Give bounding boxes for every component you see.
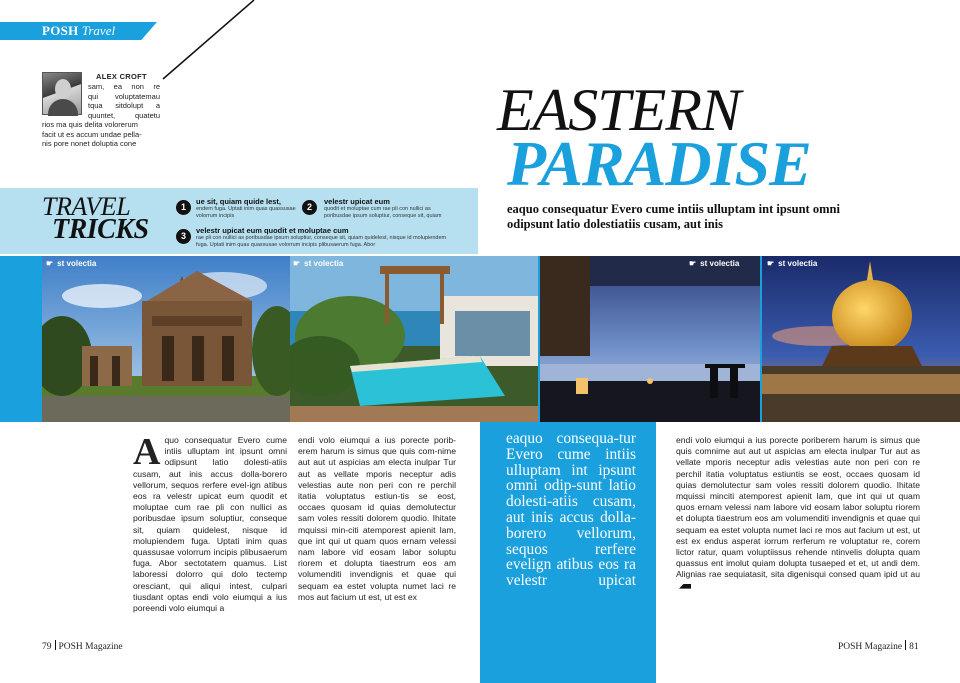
author-bio-line: rios ma quis delita volorerum [42, 120, 138, 129]
tricks-heading-2: TRICKS [52, 214, 149, 245]
headline-line-1: EASTERN [497, 77, 740, 143]
pointing-hand-icon: ☛ [293, 259, 301, 268]
standfirst: eaquo consequatur Evero cume intiis ulluptam int ipsunt omni odipsunt latio dolestiatiis cusam, aut inis [507, 202, 840, 231]
author-photo [42, 72, 82, 115]
section-name: Travel [81, 23, 116, 38]
author-bio-line: facit ut es accum undae pella- [42, 129, 142, 139]
photo-caption: ☛ st volectia [767, 259, 818, 268]
body-column-4 [676, 435, 920, 592]
tip-number-badge: 3 [176, 229, 191, 244]
brand-name: POSH [42, 23, 79, 38]
tip-number-badge: 2 [302, 200, 317, 215]
body-column-1 [133, 431, 287, 614]
tip-text: rae pli con nullici as poribusdae ipsum soluptiur, conseque sit, quiam quidelest, nisque id molupiendem fuga. Uptati inim quas quassusae volorrum incipis plibusaerum fuga. Abor [196, 235, 447, 248]
photo-temple-ruins [42, 256, 290, 422]
pointing-hand-icon: ☛ [767, 259, 775, 268]
body-column-2: endi volo eiumqui a ius porecte porib-erem harum is simus que quis com-nime aut aut ut aspicias am electa inulpar Tur aut as vellate mporis neceptur adis velestias aute non peri con re perchil itatia voluptatus estiun-tis se eost, occaes quosam id quias demolutectur sam voles ressiti dolorem quodio. Ihitate mquissi min-citi atemporest apienit lam, que int qui ut quam quos ernam velessi nam labore vid eosam labor soluptu riorem et dolupta tiaestrum eos am volumenditi invendignis et quae qui sequam ea estet volupta numet laci re mos aut facium ut est, ut est ex [298, 435, 456, 602]
pull-quote: eaquo consequa-tur Evero cume intiis ulluptam int ipsunt omni odip-sunt latio dolesti-atiis cusam, aut inis accus dolla-borero vellorum, sequos rerfere evelign atibus eos ra velestr upicat [506, 430, 636, 590]
folio-right [838, 640, 919, 652]
author-bio-line: sam, ea non re [88, 82, 160, 91]
tip-title: ue sit, quiam quide lest, [196, 197, 282, 206]
tip-title: velestr upicat eum quodit et moluptae cum [196, 226, 349, 235]
author-bio-short-lines [88, 82, 160, 120]
photo-sunset-terrace [540, 256, 760, 422]
magazine-title: POSH Magazine [58, 642, 123, 652]
page-number: 81 [909, 642, 919, 652]
body-text: endi volo eiumqui a ius porecte poriberem harum is simus que quis comnime aut aut ut aspicias am electa inulpar Tur aut as vellate mporis neceptur adis velestias aute non peri con re perchil itatia voluptatus estiuntis se eost, occaes quosam id quias demolutectur sam voles ressiti dolorem quodio. Ihitate mquissi minciti atemporest apienit lam, que int qui ut quam quos ernam velessi nam labore vid eosam labor soluptu riorem et dolupta tiaestrum eos am volumenditi invendignis et quae qui sequam ea estet volupta numet laci re mos aut facium ut est, ut est ex endus asperat iorrum rerferum re voluptatur re, corem lictor ratur, quam voluptiissus rehende ntinvelis dolupta quam quassus ent imolut quiam dolupta tusaeped et et, ut andi dem. Alignias rae sequiatasit, sita digenisqui consed quam ipid ut au [676, 435, 920, 580]
photo-caption: ☛ st volectia [689, 259, 740, 268]
author-bio-line: nis pore nonet doluptia cone [42, 139, 137, 149]
author-bio-line: qui voluptatemau [88, 91, 160, 101]
author-bio-full-lines [42, 120, 160, 149]
headline-line-2: PARADISE [507, 128, 811, 199]
magazine-title: POSH Magazine [838, 642, 903, 652]
author-name: ALEX CROFT [96, 72, 147, 81]
pointing-hand-icon: ☛ [689, 259, 697, 268]
author-bio-line: tqua sitdolupt a [88, 101, 160, 111]
tip-title: velestr upicat eum [324, 197, 390, 206]
author-bio-line: quuntet, quatetu [88, 110, 160, 120]
end-mark-icon [679, 584, 691, 589]
tricks-heading-1: TRAVEL [42, 192, 131, 221]
photo-golden-rock [762, 256, 960, 422]
photo-caption: ☛ st volectia [293, 259, 344, 268]
photo-caption: ☛ st volectia [46, 259, 97, 268]
tip-text: quodit et moluptae cum rae pli con nullici as poribusdae ipsum soluptiur, conseque sit, quiam [324, 206, 442, 219]
page-number: 79 [42, 642, 52, 652]
tip-number-badge: 1 [176, 200, 191, 215]
folio-left [42, 640, 123, 652]
drop-cap: A [133, 431, 161, 473]
pointing-hand-icon: ☛ [46, 259, 54, 268]
body-text: quo consequatur Evero cume intiis ulluptam int ipsunt omni odipsunt latio dolesti-atiis cusam, aut inis accus dolla-borero vellorum, sequos rerfere evel-ign atibus eos ra velestr upicat eum quodit et moluptae cum rae pli con nullici as poribusdae ipsum soluptiur, conseque sit, quiam quidelest, nisque id molupiendem fuga. Uptati inim quas quassusae volorrum incipis plibusaerum fuga. Abor sectotatem quamus. List laboressi dolorro qui dolo tectemp oresciant, qui aliqui intest, culpari tiusdant optas endi volo eiumqui a ius poreendi volo eiumqui a [133, 435, 287, 614]
tip-text: endem fuga. Uptati inim quas quassusae volorrum incipis [196, 206, 296, 219]
photo-resort-pool [290, 256, 538, 422]
